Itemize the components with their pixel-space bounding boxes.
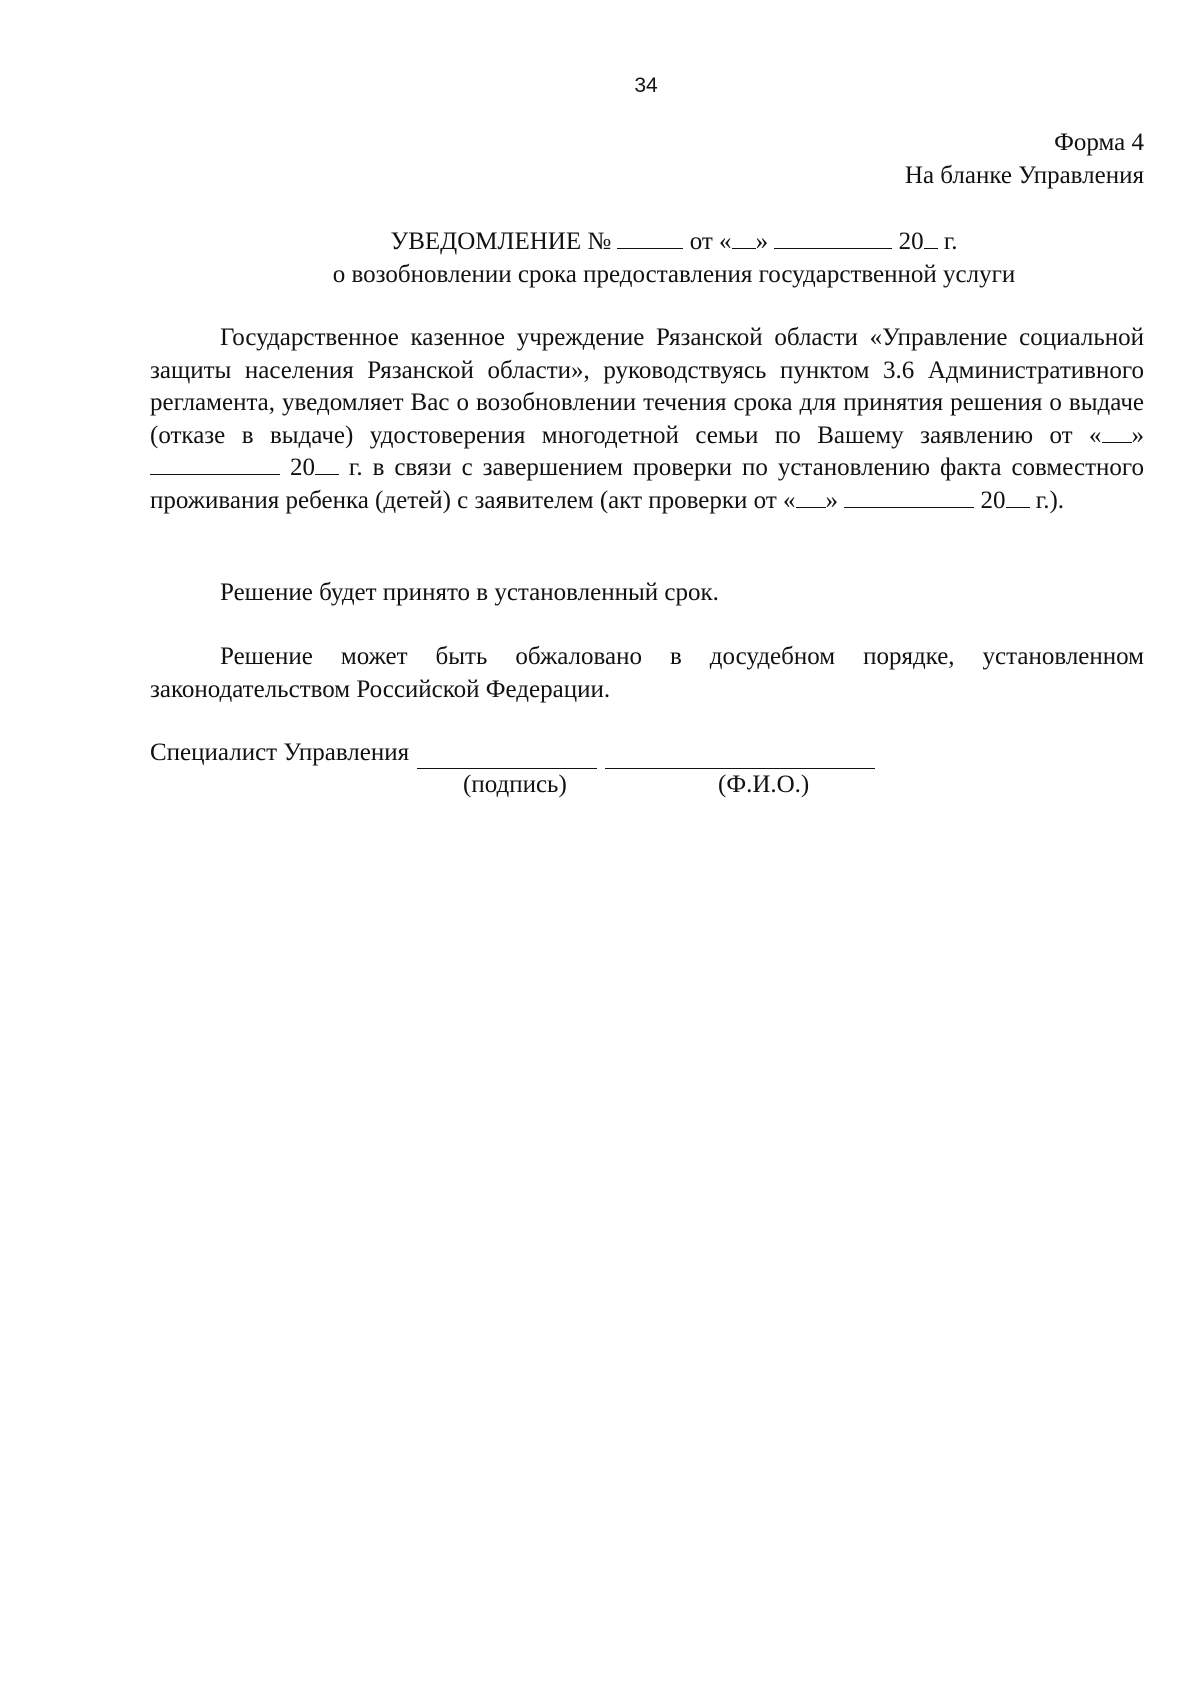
paragraph-main [150,322,1144,517]
signature-captions [150,769,950,801]
p1-text-2: » [1131,421,1144,449]
act-day-blank [796,485,826,508]
p1-text-4: г. в связи с завершением проверки по установлению факта совместного проживания ребенка (детей) с заявителем (акт проверки от « [150,454,1144,514]
form-label: Форма 4 [1054,129,1144,156]
notice-title [150,225,1144,258]
form-meta [905,126,1144,192]
application-month-blank [150,452,280,475]
paragraph-appeal: Решение может быть обжаловано в досудебном порядке, установленном законодательством Российской Федерации. [150,643,1144,703]
title-year-suffix: г. [937,228,958,255]
signature-block [150,737,950,801]
p1-text-7: г.). [1029,486,1065,514]
number-blank [617,226,683,249]
p1-text-5: » [825,486,839,514]
act-month-blank [844,485,974,508]
year-blank [924,226,938,249]
notice-subtitle: о возобновлении срока предоставления государственной услуги [332,261,1016,288]
signature-row [150,737,950,769]
title-from: от « [689,228,732,255]
caption-signature: (подпись) [463,771,567,798]
p1-text-6: 20 [980,486,1006,514]
signature-label: Специалист Управления [150,739,410,766]
fio-line [605,744,875,769]
day-blank [732,226,756,249]
p1-text-1: Государственное казенное учреждение Рязанской области «Управление социальной защиты населения Рязанской области», руководствуясь пунктом 3.6 Административного регламента, уведомляет Вас о возобновлении течения срока для принятия решения о выдаче (отказе в выдаче) удостоверения многодетной семьи по Вашему заявлению от « [150,324,1144,449]
p1-text-3: 20 [289,454,315,481]
page-number: 34 [634,74,658,97]
application-year-blank [315,452,339,475]
caption-fio: (Ф.И.О.) [718,771,810,798]
letterhead-note: На бланке Управления [904,162,1144,189]
title-prefix: УВЕДОМЛЕНИЕ № [390,228,612,255]
application-day-blank [1102,420,1132,443]
signature-line [417,744,597,769]
title-close-quote: » [755,228,769,255]
act-year-blank [1006,485,1030,508]
month-blank [774,226,892,249]
notice-heading [150,225,1144,291]
paragraph-decision-term: Решение будет принято в установленный срок. [220,579,719,606]
title-year: 20 [898,228,924,255]
